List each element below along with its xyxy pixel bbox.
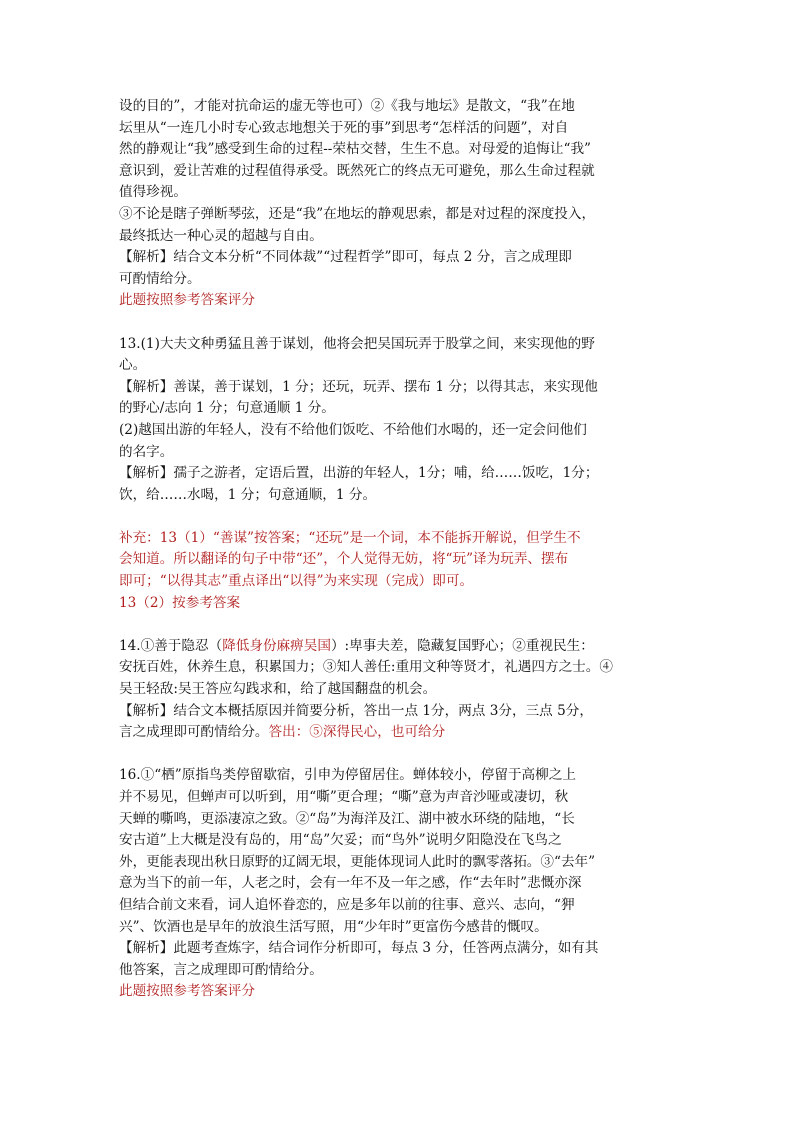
text-line: 【解析】结合文本分析“不同体裁”“过程哲学”即可，每点 2 分，言之成理即 (119, 249, 572, 266)
text-line: ③不论是瞎子弹断琴弦，还是“我”在地坛的静观思索，都是对过程的深度投入， (119, 205, 596, 222)
text-line: 外，更能表现出秋日原野的辽阔无垠，更能体现词人此时的飘零落拓。③“去年” (119, 853, 596, 870)
text-line: 可酌情给分。 (119, 270, 201, 287)
text-line: 最终抵达一种心灵的超越与自由。 (119, 227, 323, 244)
text-line: 【解析】结合文本概括原因并简要分析，答出一点 1分，两点 3分，三点 5分， (119, 702, 593, 719)
text-line: 会知道。所以翻译的句子中带“还”，个人觉得无妨，将“玩”译为玩弄、摆布 (119, 551, 569, 568)
text-line: 【解析】善谋，善于谋划，1 分；还玩，玩弄、摆布 1 分；以得其志，来实现他 (119, 378, 598, 395)
text-line (119, 636, 704, 658)
text-line: 的名字。 (119, 443, 174, 460)
text-line: 意为当下的前一年，人老之时，会有一年不及一年之感，作“去年时”悲慨亦深 (119, 875, 582, 892)
text-line: 即可；“以得其志”重点译出“以得”为来实现（完成）即可。 (119, 573, 474, 590)
answer-text-body (119, 96, 704, 1003)
text-line: 【解析】孺子之游者，定语后置，出游的年轻人，1分；哺，给……饭吃，1分； (119, 465, 599, 482)
text-line: 16.①“栖”原指鸟类停留歇宿，引申为停留居住。蝉体较小，停留于高柳之上 (119, 767, 576, 784)
text-segment: 14.①善于隐忍（ (119, 637, 223, 654)
text-line: 13.(1)大夫文种勇猛且善于谋划，他将会把吴国玩弄于股掌之间，来实现他的野 (119, 335, 595, 352)
text-segment: ）:卑事夫差，隐藏复国野心；②重视民生： (330, 637, 594, 654)
blank-line (119, 312, 704, 334)
text-line: 安古道”上大概是没有岛的，用“岛”欠妥；而“鸟外”说明夕阳隐没在飞鸟之 (119, 832, 562, 849)
text-segment: 降低身份麻痹吴国 (222, 637, 331, 654)
text-line: 安抚百姓，休养生息，积累国力；③知人善任:重用文种等贤才，礼遇四方之士。④ (119, 659, 613, 676)
text-segment: 答出：⑤深得民心，也可给分 (268, 724, 446, 741)
text-line: 【解析】此题考查炼字，结合词作分析即可，每点 3 分，任答两点满分，如有其 (119, 940, 599, 957)
text-line (119, 722, 704, 744)
text-segment: 言之成理即可酌情给分。 (119, 724, 269, 741)
text-line: 心。 (119, 357, 147, 374)
text-line: 然的静观让“我”感受到生命的过程--荣枯交替，生生不息。对母爱的追悔让“我” (119, 141, 591, 158)
text-line: 此题按照参考答案评分 (119, 292, 255, 309)
text-line: 他答案，言之成理即可酌情给分。 (119, 961, 323, 978)
text-line: 但结合前文来看，词人追怀眷恋的，应是多年以前的往事、意兴、志向，“狎 (119, 896, 575, 913)
text-line: 天蝉的嘶鸣，更添凄凉之致。②“岛”为海洋及江、湖中被水环绕的陆地，“长 (119, 810, 575, 827)
text-line: 饮，给……水喝，1 分；句意通顺，1 分。 (119, 486, 377, 503)
text-line: 设的目的”，才能对抗命运的虚无等也可）②《我与地坛》是散文，“我”在地 (119, 98, 575, 114)
text-line: (2)越国出游的年轻人，没有不给他们饭吃、不给他们水喝的，还一定会问他们 (119, 421, 587, 438)
text-line: 并不易见，但蝉声可以听到，用“嘶”更合理；“嘶”意为声音沙哑或凄切，秋 (119, 789, 569, 805)
blank-line (119, 614, 704, 636)
text-line: 13（2）按参考答案 (119, 594, 241, 611)
text-line: 此题按照参考答案评分 (119, 983, 255, 1000)
text-line: 值得珍视。 (119, 184, 187, 201)
text-line: 兴”、饮酒也是早年的放浪生活写照，用“少年时”更富伤今感昔的慨叹。 (119, 918, 548, 935)
text-line: 意识到，爱让苦难的过程值得承受。既然死亡的终点无可避免，那么生命过程就 (119, 162, 595, 179)
text-line: 补充：13（1）“善谋”按答案；“还玩”是一个词，本不能拆开解说，但学生不 (119, 529, 581, 546)
text-line: 坛里从“一连几小时专心致志地想关于死的事”到思考“怎样活的问题”，对自 (119, 119, 569, 136)
text-line: 吴王轻敌:吴王答应勾践求和，给了越国翻盘的机会。 (119, 681, 437, 698)
blank-line (119, 744, 704, 766)
blank-line (119, 506, 704, 528)
text-line: 的野心/志向 1 分；句意通顺 1 分。 (119, 400, 335, 417)
